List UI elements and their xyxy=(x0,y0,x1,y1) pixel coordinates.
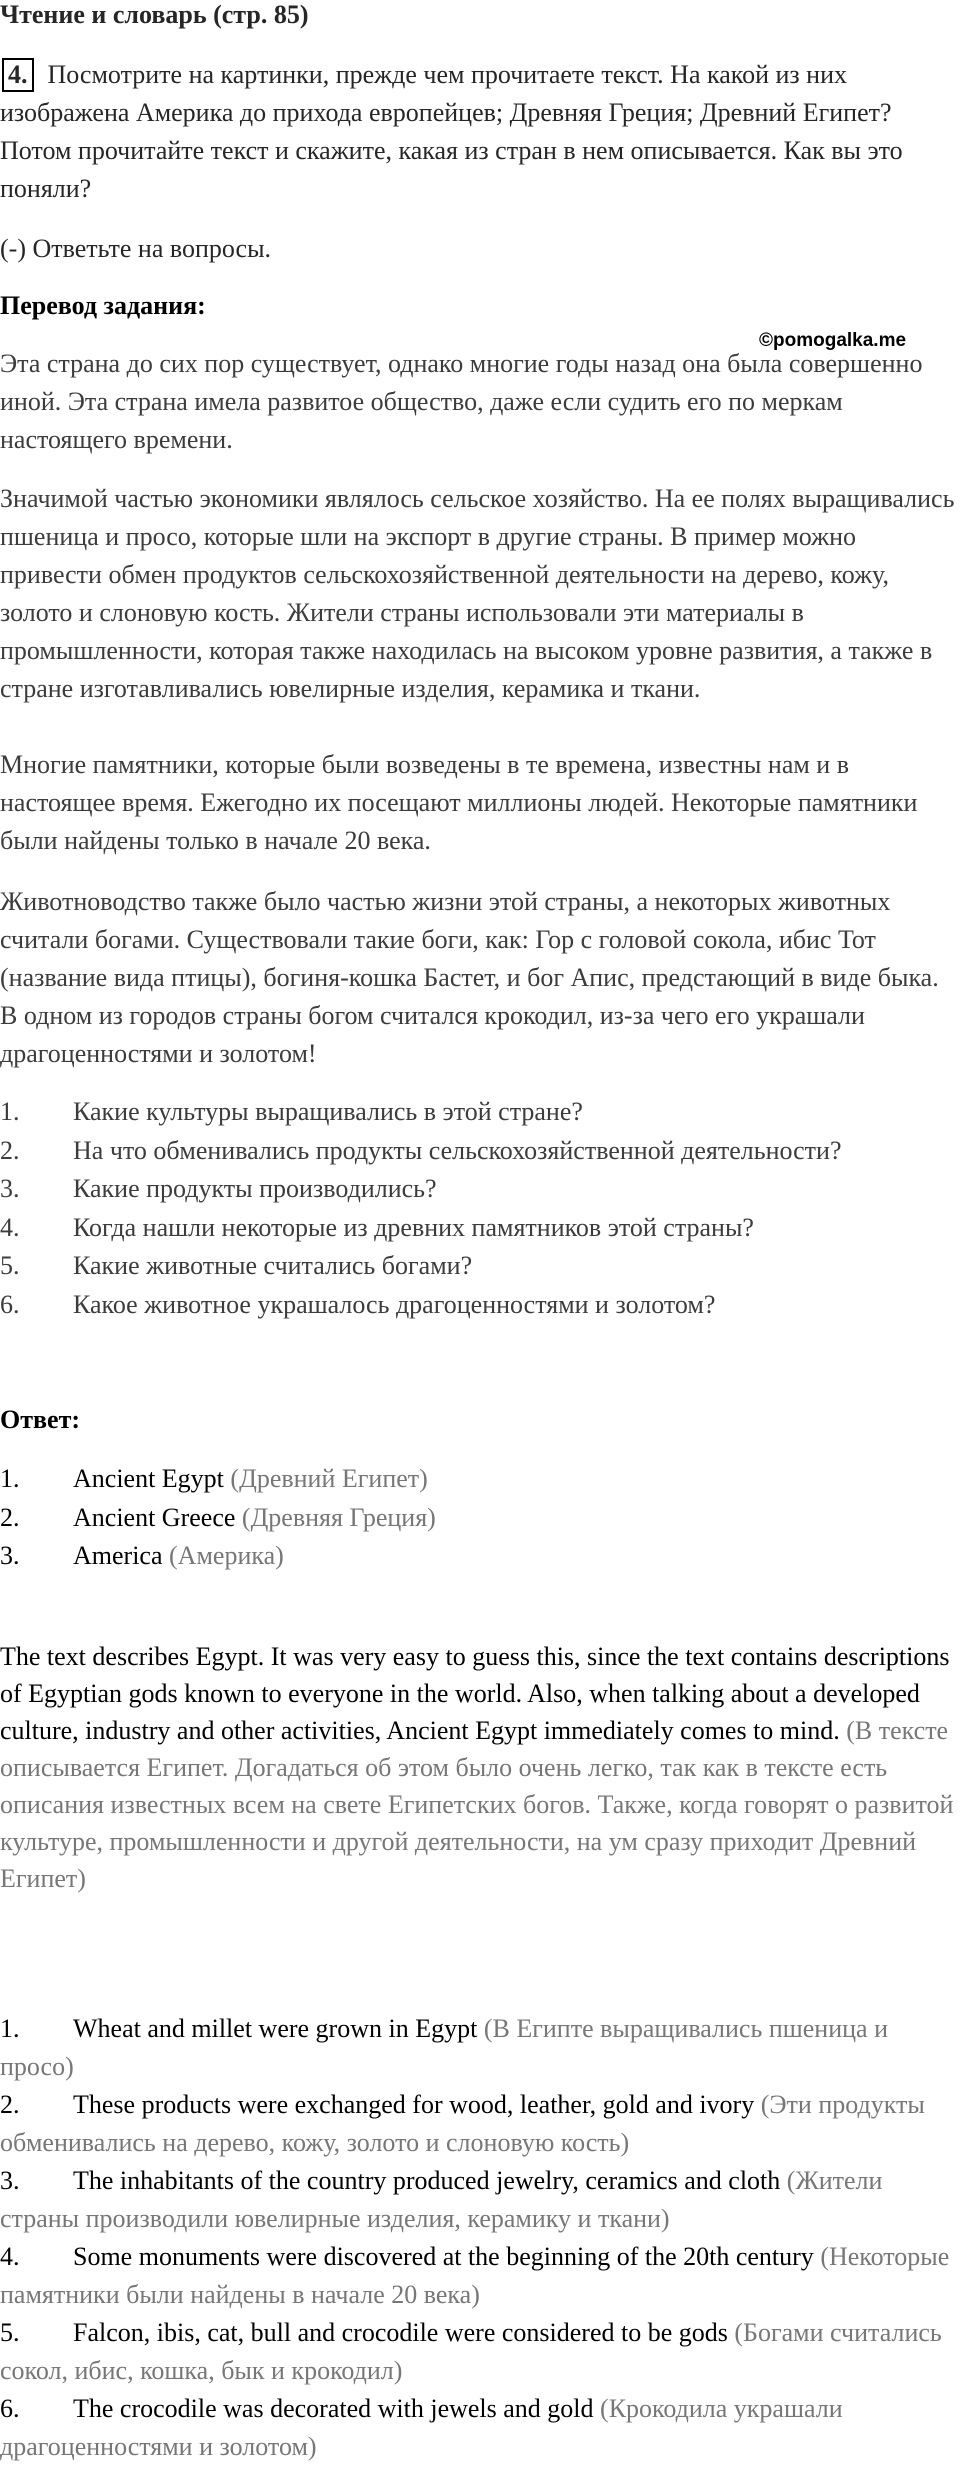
list-item: 6. Какое животное украшалось драгоценностями и золотом? xyxy=(0,1289,716,1319)
list-item: 6. The crocodile was decorated with jewels and gold (Крокодила украшали драгоценностями и золотом) xyxy=(0,2394,843,2461)
page-title: Чтение и словарь (стр. 85) xyxy=(0,0,309,29)
list-item: 2. На что обменивались продукты сельскохозяйственной деятельности? xyxy=(0,1135,842,1165)
task-note: (-) Ответьте на вопросы. xyxy=(0,234,272,263)
task-paragraph xyxy=(0,56,955,208)
translation-paragraph-3: Многие памятники, которые были возведены в те времена, известны нам и в настоящее время. Ежегодно их посещают миллионы людей. Некоторые памятники были найдены только в начале 20 века. xyxy=(0,750,918,855)
translation-paragraph-1: Эта страна до сих пор существует, однако многие годы назад она была совершенно иной. Эта страна имела развитое общество, даже если судить его по меркам настоящего времени. xyxy=(0,349,923,454)
list-item: 2. These products were exchanged for wood, leather, gold and ivory (Эти продукты обменивались на дерево, кожу, золото и слоновую кость) xyxy=(0,2090,925,2157)
list-item: 2. Ancient Greece (Древняя Греция) xyxy=(0,1502,436,1532)
task-number: 4. xyxy=(2,58,34,92)
explanation-ru: (В тексте описывается Египет. Догадаться об этом было очень легко, так как в тексте есть описания известных всем на свете Египетских богов. Также, когда говорят о развитой культуре, промышленности и другой деятельности, на ум сразу приходит Древний Египет) xyxy=(0,1716,954,1893)
list-item: 5. Какие животные считались богами? xyxy=(0,1251,473,1280)
answer-explanation xyxy=(0,1638,958,1897)
list-item: 3. America (Америка) xyxy=(0,1541,284,1570)
translation-paragraph-2: Значимой частью экономики являлось сельское хозяйство. На ее полях выращивались пшеница и просо, которые шли на экспорт в другие страны. В пример можно привести обмен продуктов сельскохозяйственной деятельности на дерево, кожу, золото и слоновую кость. Жители страны использовали эти материалы в промышленности, которая также находилась на высоком уровне развития, а также в стране изготавливались ювелирные изделия, керамика и ткани. xyxy=(0,484,955,703)
list-item: 5. Falcon, ibis, cat, bull and crocodile were considered to be gods (Богами считались сокол, ибис, кошка, бык и крокодил) xyxy=(0,2318,942,2385)
list-item: 1. Ancient Egypt (Древний Египет) xyxy=(0,1464,428,1493)
picture-answer-list xyxy=(0,1460,436,1576)
task-text: Посмотрите на картинки, прежде чем прочитаете текст. На какой из них изображена Америка до прихода европейцев; Древняя Греция; Древний Египет? Потом прочитайте текст и скажите, какая из стран в нем описывается. Как вы это поняли? xyxy=(0,60,903,203)
question-list xyxy=(0,1093,958,1324)
watermark: ©pomogalka.me xyxy=(759,330,907,351)
explanation-en: The text describes Egypt. It was very easy to guess this, since the text contains descriptions of Egyptian gods known to everyone in the world. Also, when talking about a developed culture, industry and other activities, Ancient Egypt immediately comes to mind. xyxy=(0,1642,950,1745)
list-item: 3. The inhabitants of the country produced jewelry, ceramics and cloth (Жители страны производили ювелирные изделия, керамику и ткани) xyxy=(0,2166,883,2233)
translation-paragraph-4: Животноводство также было частью жизни этой страны, а некоторых животных считали богами. Существовали такие боги, как: Гор с головой сокола, ибис Тот (название вида птицы), богиня-кошка Бастет, и бог Апис, предстающий в виде быка. В одном из городов страны богом считался крокодил, из-за чего его украшали драгоценностями и золотом! xyxy=(0,887,939,1068)
answer-heading: Ответ: xyxy=(0,1405,81,1434)
list-item: 3. Какие продукты производились? xyxy=(0,1174,437,1203)
list-item: 1. Wheat and millet were grown in Egypt (В Египте выращивались пшеница и просо) xyxy=(0,2014,888,2081)
list-item: 4. Some monuments were discovered at the beginning of the 20th century (Некоторые памятники были найдены в начале 20 века) xyxy=(0,2242,950,2309)
list-item: 1. Какие культуры выращивались в этой стране? xyxy=(0,1097,583,1126)
translation-heading: Перевод задания: xyxy=(0,291,206,320)
list-item: 4. Когда нашли некоторые из древних памятников этой страны? xyxy=(0,1212,754,1242)
answers-list xyxy=(0,2010,958,2466)
